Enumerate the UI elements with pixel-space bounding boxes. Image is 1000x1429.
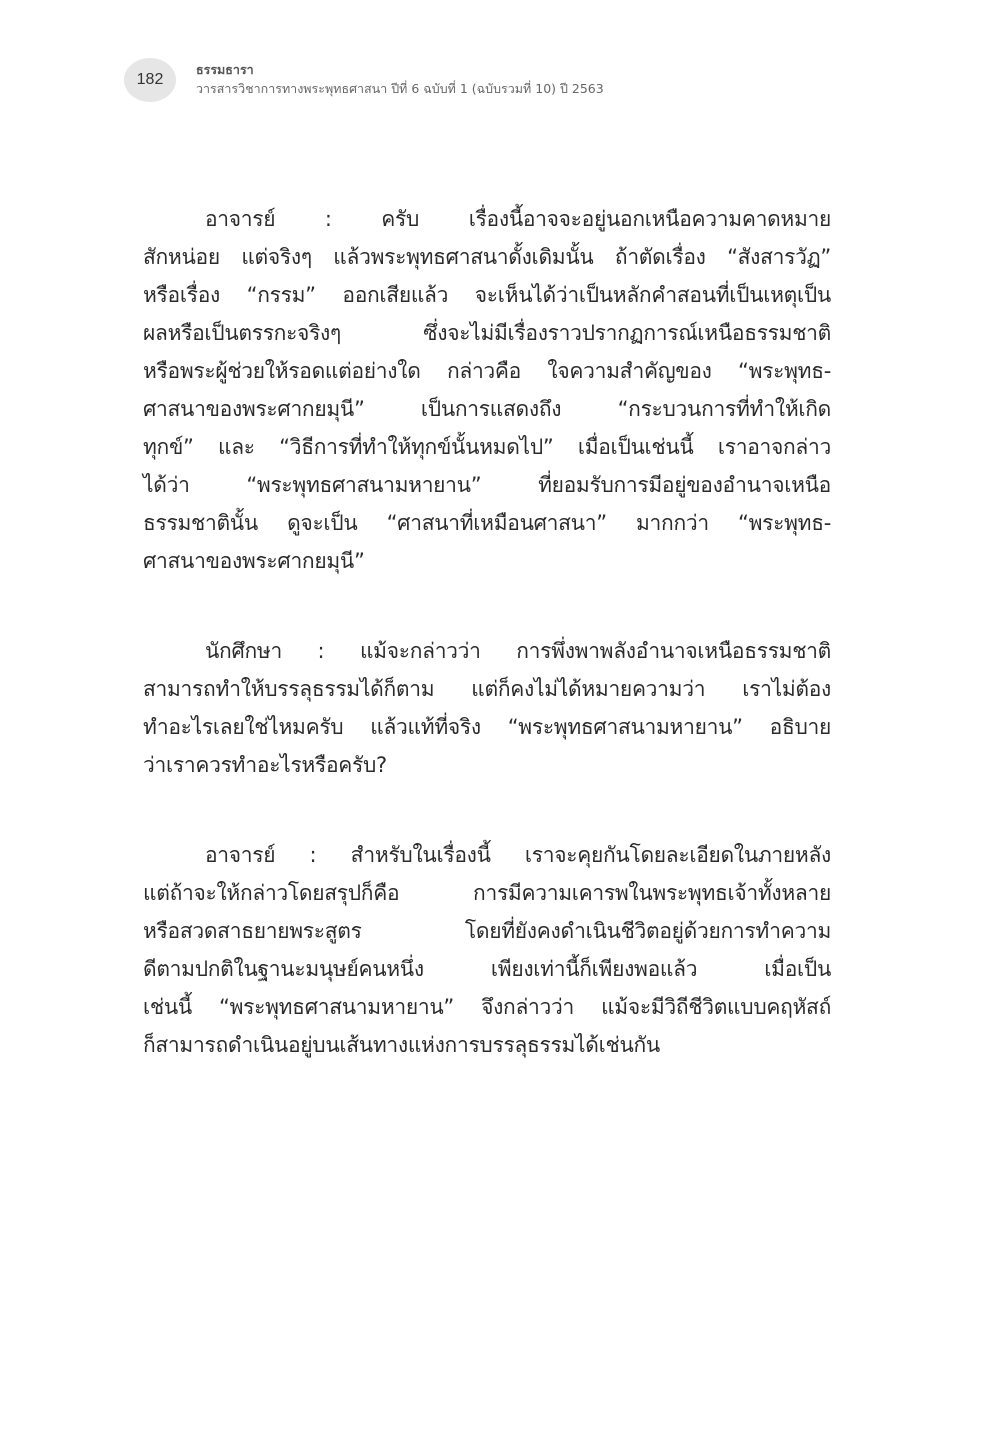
paragraph-teacher-2	[143, 836, 831, 1064]
paragraph-line: หรือเรื่อง “กรรม” ออกเสียแล้ว จะเห็นได้ว่าเป็นหลักคำสอนที่เป็นเหตุเป็น	[143, 283, 831, 307]
journal-issue: วารสารวิชาการทางพระพุทธศาสนา ปีที่ 6 ฉบับที่ 1 (ฉบับรวมที่ 10) ปี 2563	[196, 81, 604, 96]
paragraph-line: นักศึกษา : แม้จะกล่าวว่า การพึ่งพาพลังอำนาจเหนือธรรมชาติ	[205, 639, 831, 663]
paragraph-line: หรือพระผู้ช่วยให้รอดแต่อย่างใด กล่าวคือ ใจความสำคัญของ “พระพุทธ-	[143, 359, 831, 383]
paragraph-line: แต่ถ้าจะให้กล่าวโดยสรุปก็คือ การมีความเคารพในพระพุทธเจ้าทั้งหลาย	[143, 881, 831, 905]
paragraph-line: ว่าเราควรทำอะไรหรือครับ?	[143, 753, 387, 777]
journal-info	[196, 62, 896, 98]
paragraph-line: สามารถทำให้บรรลุธรรมได้ก็ตาม แต่ก็คงไม่ได้หมายความว่า เราไม่ต้อง	[143, 677, 831, 701]
paragraph-line: หรือสวดสาธยายพระสูตร โดยที่ยังคงดำเนินชีวิตอยู่ด้วยการทำความ	[143, 919, 831, 943]
paragraph-line: ทำอะไรเลยใช่ไหมครับ แล้วแท้ที่จริง “พระพุทธศาสนามหายาน” อธิบาย	[143, 715, 831, 739]
paragraph-teacher-1	[143, 200, 831, 580]
paragraph-line: ธรรมชาตินั้น ดูจะเป็น “ศาสนาที่เหมือนศาสนา” มากกว่า “พระพุทธ-	[143, 511, 831, 535]
paragraph-line: ผลหรือเป็นตรรกะจริงๆ ซึ่งจะไม่มีเรื่องราวปรากฏการณ์เหนือธรรมชาติ	[143, 321, 831, 345]
article-body	[143, 200, 831, 1064]
paragraph-line: อาจารย์ : ครับ เรื่องนี้อาจจะอยู่นอกเหนือความคาดหมาย	[205, 207, 831, 231]
paragraph-line: ก็สามารถดำเนินอยู่บนเส้นทางแห่งการบรรลุธรรมได้เช่นกัน	[143, 1033, 660, 1057]
paragraph-line: ดีตามปกติในฐานะมนุษย์คนหนึ่ง เพียงเท่านี้ก็เพียงพอแล้ว เมื่อเป็น	[143, 957, 831, 981]
paragraph-line: อาจารย์ : สำหรับในเรื่องนี้ เราจะคุยกันโดยละเอียดในภายหลัง	[205, 843, 831, 867]
paragraph-line: ได้ว่า “พระพุทธศาสนามหายาน” ที่ยอมรับการมีอยู่ของอำนาจเหนือ	[143, 473, 831, 497]
journal-name: ธรรมธารา	[196, 62, 254, 77]
paragraph-line: ศาสนาของพระศากยมุนี”	[143, 549, 365, 573]
paragraph-line: เช่นนี้ “พระพุทธศาสนามหายาน” จึงกล่าวว่า แม้จะมีวิถีชีวิตแบบคฤหัสถ์	[143, 995, 831, 1019]
paragraph-line: ทุกข์” และ “วิธีการที่ทำให้ทุกข์นั้นหมดไป” เมื่อเป็นเช่นนี้ เราอาจกล่าว	[143, 435, 831, 459]
paragraph-line: ศาสนาของพระศากยมุนี” เป็นการแสดงถึง “กระบวนการที่ทำให้เกิด	[143, 397, 831, 421]
paragraph-line: สักหน่อย แต่จริงๆ แล้วพระพุทธศาสนาดั้งเดิมนั้น ถ้าตัดเรื่อง “สังสารวัฏ”	[143, 245, 831, 269]
paragraph-student	[143, 632, 831, 784]
page-number: 182	[124, 58, 176, 102]
